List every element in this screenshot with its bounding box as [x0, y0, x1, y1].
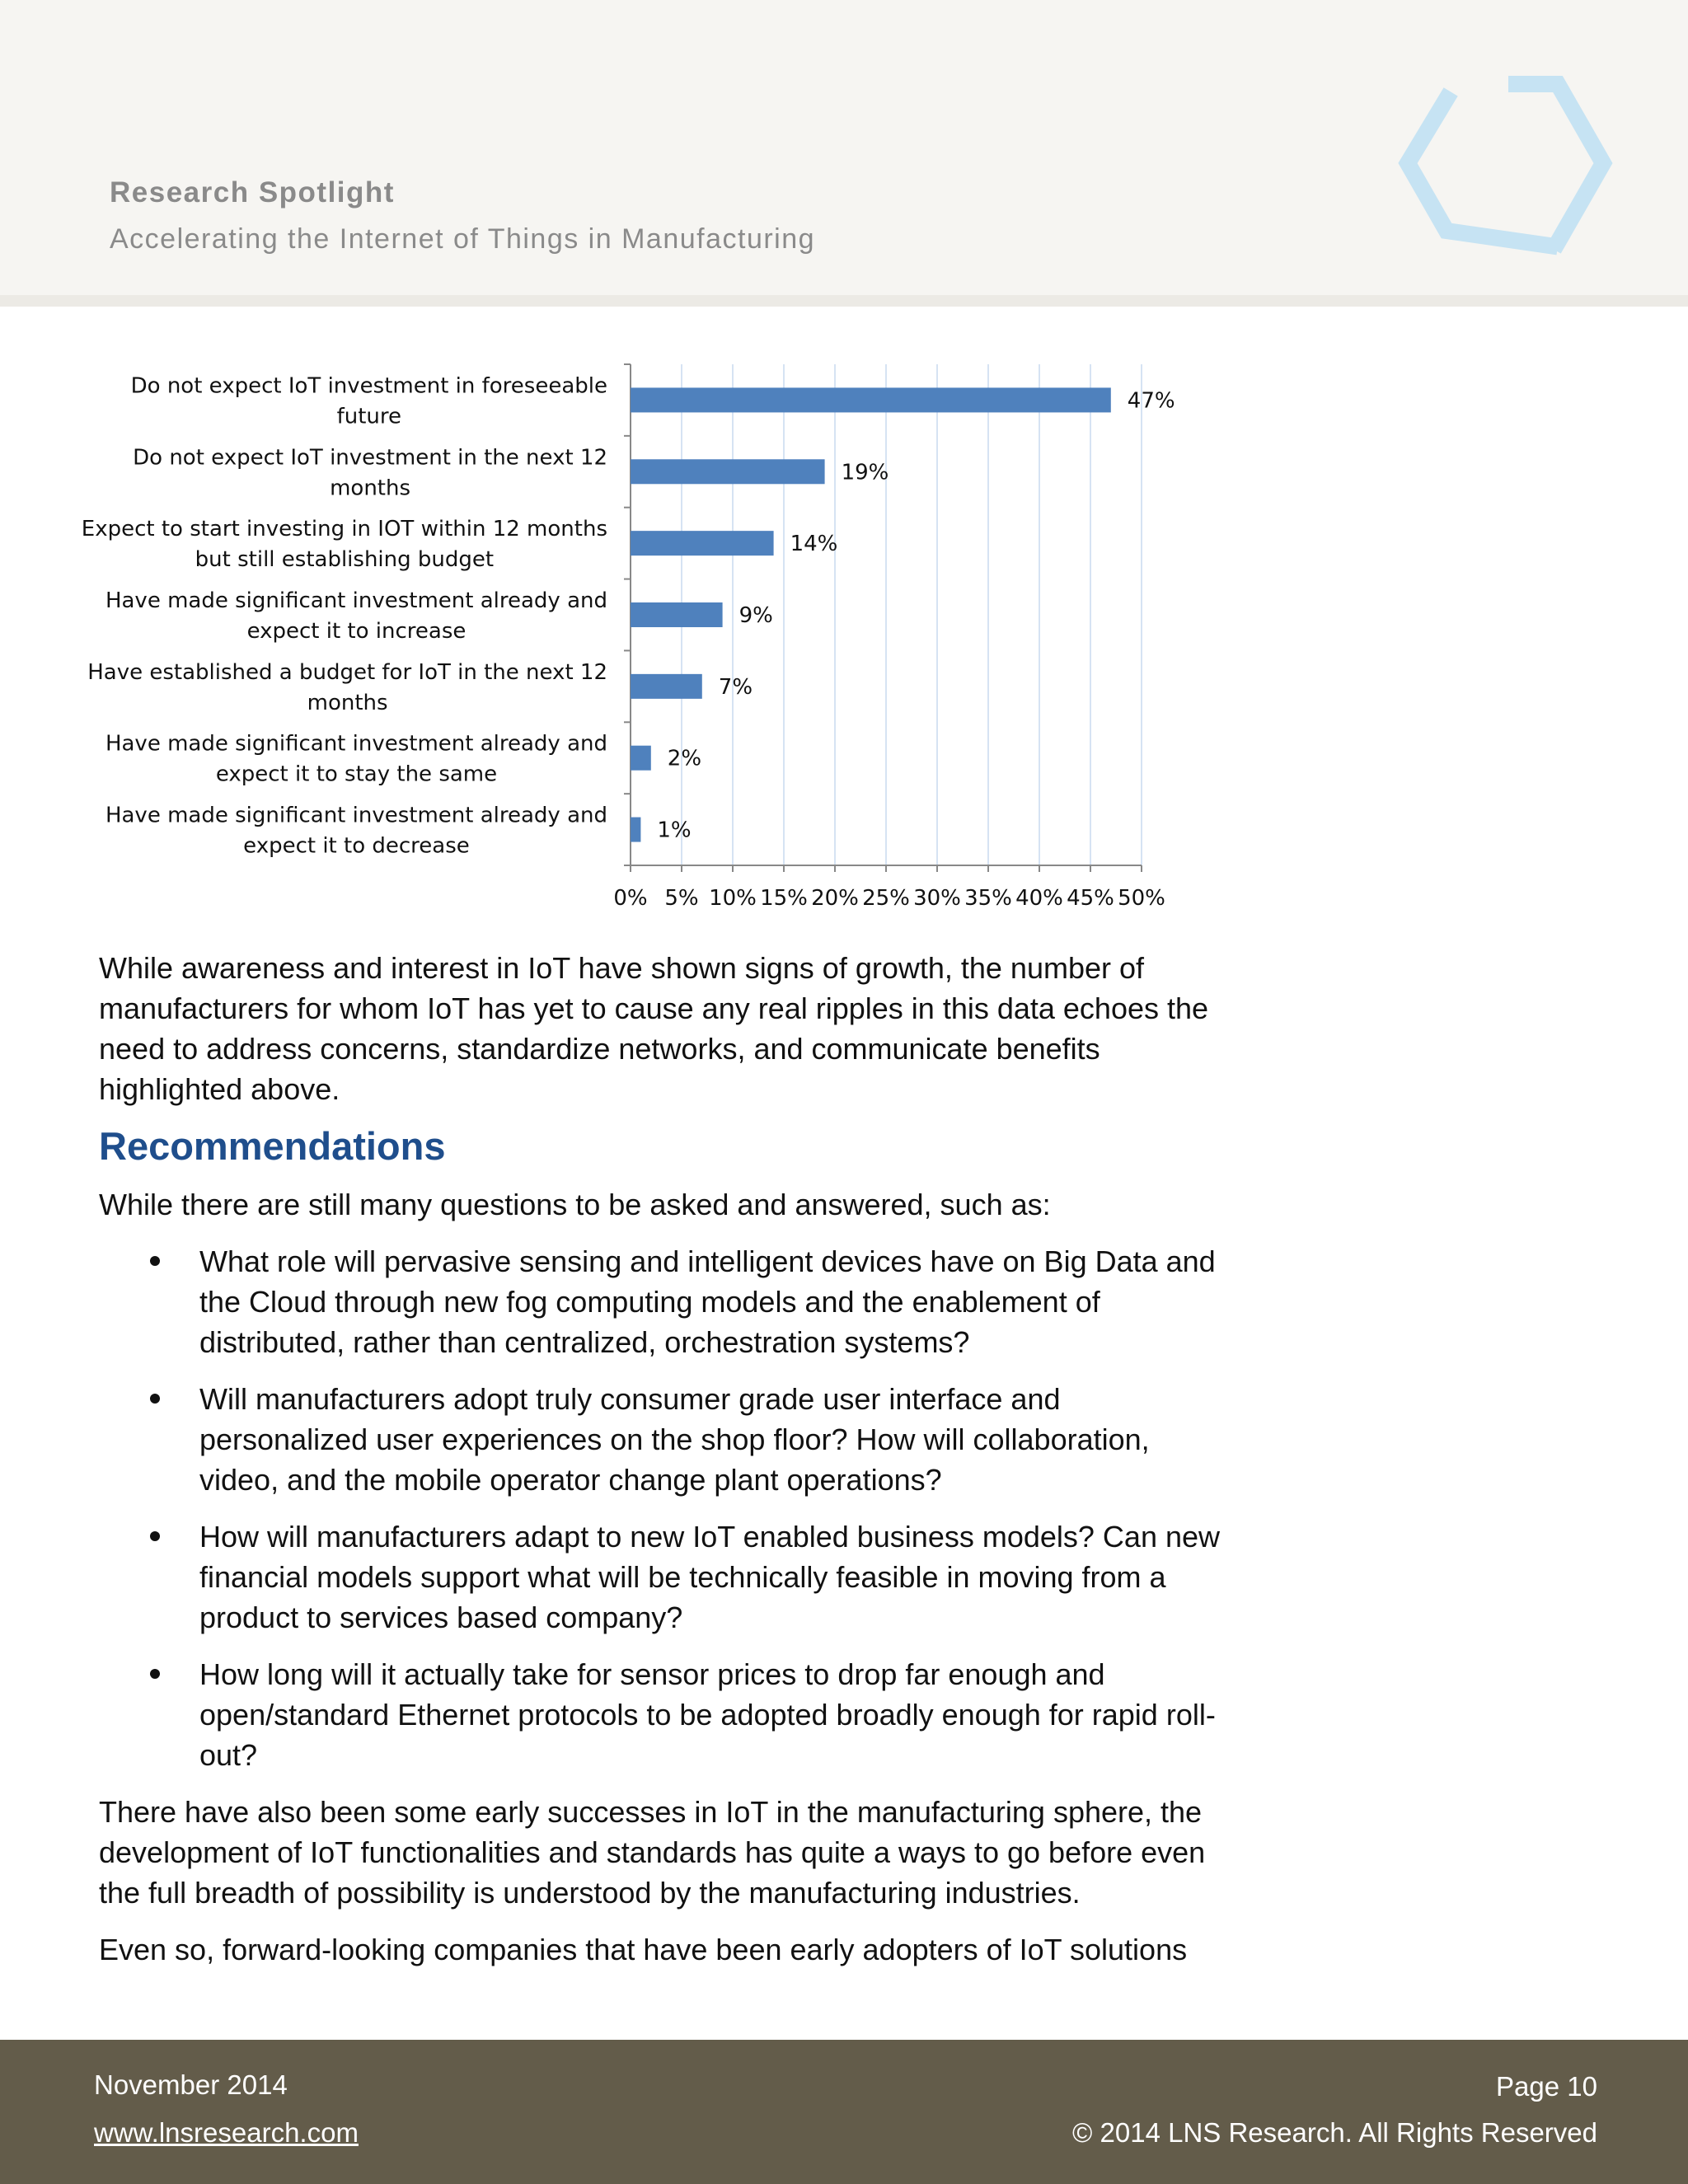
closing-paragraph: Even so, forward-looking companies that have been early adopters of IoT solutions [99, 1933, 1188, 1966]
list-item-text: How long will it actually take for sensor prices to drop far enough and open/standard Ethernet protocols to be adopted broadly enough for rapid roll-out? [199, 1657, 1216, 1772]
category-label: future [336, 404, 402, 429]
website-link[interactable]: www.lnsresearch.com [94, 2117, 359, 2148]
x-tick-label: 5% [664, 886, 699, 911]
data-label: 2% [667, 746, 702, 771]
bar [631, 602, 723, 627]
intro-paragraph: While awareness and interest in IoT have shown signs of growth, the number of manufacturers for whom IoT has yet to cause any real ripples in this data echoes the need to address concerns, standardize networks, and communicate benefits highlighted above. [99, 951, 1209, 1106]
bar [631, 531, 774, 555]
data-label: 47% [1127, 388, 1175, 414]
list-item [99, 1654, 1236, 1775]
category-label: Have established a budget for IoT in the next 12 [87, 659, 607, 685]
list-item-text: How will manufacturers adapt to new IoT enabled business models? Can new financial models support what will be technically feasible in moving from a product to services based company? [199, 1520, 1221, 1634]
data-label: 9% [738, 603, 773, 628]
chart-category-labels [82, 373, 607, 858]
list-item [99, 1241, 1236, 1362]
x-tick-label: 20% [811, 886, 859, 911]
x-tick-label: 50% [1118, 886, 1165, 911]
chart-tick-labels [613, 886, 1165, 911]
category-label: Do not expect IoT investment in the next 12 [133, 445, 607, 471]
list-item-text: What role will pervasive sensing and intelligent devices have on Big Data and the Cloud through new fog computing models and the enablement of distributed, rather than centralized, orchestration systems? [199, 1244, 1216, 1359]
list-item [99, 1379, 1236, 1500]
question-list [99, 1241, 1236, 1775]
page-header [0, 0, 1688, 307]
list-item [99, 1516, 1236, 1638]
category-label: expect it to stay the same [215, 762, 498, 787]
bullet-icon [150, 1669, 160, 1679]
data-label: 19% [841, 460, 889, 485]
chart-value-labels [657, 388, 1175, 842]
x-tick-label: 30% [913, 886, 961, 911]
x-tick-label: 0% [613, 886, 648, 911]
x-tick-label: 25% [862, 886, 910, 911]
x-tick-label: 10% [709, 886, 757, 911]
hexagon-logo-icon [1393, 66, 1615, 272]
bar [631, 387, 1111, 412]
page-number: Page 10 [1496, 2071, 1597, 2102]
category-label: but still establishing budget [195, 547, 495, 573]
category-label: Do not expect IoT investment in foreseeable [130, 373, 607, 399]
x-tick-label: 40% [1015, 886, 1063, 911]
copyright-notice: © 2014 LNS Research. All Rights Reserved [1072, 2117, 1597, 2148]
bullet-icon [150, 1531, 160, 1541]
body-text [99, 948, 1236, 1986]
footer-date: November 2014 [94, 2069, 288, 2100]
category-label: Expect to start investing in IOT within 12 months [81, 517, 607, 542]
category-label: Have made significant investment already and [105, 803, 607, 828]
page-footer [0, 2040, 1688, 2184]
bullet-icon [150, 1394, 160, 1404]
bar [631, 674, 702, 699]
category-label: months [330, 476, 411, 501]
bar [631, 746, 651, 771]
list-item-text: Will manufacturers adopt truly consumer grade user interface and personalized user experiences on the shop floor? How will collaboration, video, and the mobile operator change plant operations? [199, 1382, 1150, 1497]
category-label: expect it to increase [246, 619, 467, 644]
x-tick-label: 35% [964, 886, 1012, 911]
x-tick-label: 15% [760, 886, 808, 911]
data-label: 14% [790, 532, 838, 557]
category-label: months [307, 690, 388, 715]
data-label: 1% [657, 818, 692, 843]
recommendations-heading: Recommendations [99, 1124, 446, 1168]
category-label: Have made significant investment already and [105, 588, 607, 613]
bar [631, 818, 640, 842]
bullet-icon [150, 1256, 160, 1266]
header-subtitle: Accelerating the Internet of Things in Manufacturing [110, 223, 816, 255]
investment-bar-chart [0, 346, 1236, 923]
x-tick-label: 45% [1067, 886, 1114, 911]
category-label: expect it to decrease [243, 833, 470, 859]
header-title: Research Spotlight [110, 176, 395, 209]
data-label: 7% [718, 674, 753, 700]
successes-paragraph: There have also been some early successes in IoT in the manufacturing sphere, the development of IoT functionalities and standards has quite a ways to go before even the full breadth of possibility is understood by the manufacturing industries. [99, 1795, 1206, 1910]
category-label: Have made significant investment already and [105, 731, 607, 757]
bar [631, 459, 825, 484]
lead-paragraph: While there are still many questions to be asked and answered, such as: [99, 1188, 1051, 1221]
